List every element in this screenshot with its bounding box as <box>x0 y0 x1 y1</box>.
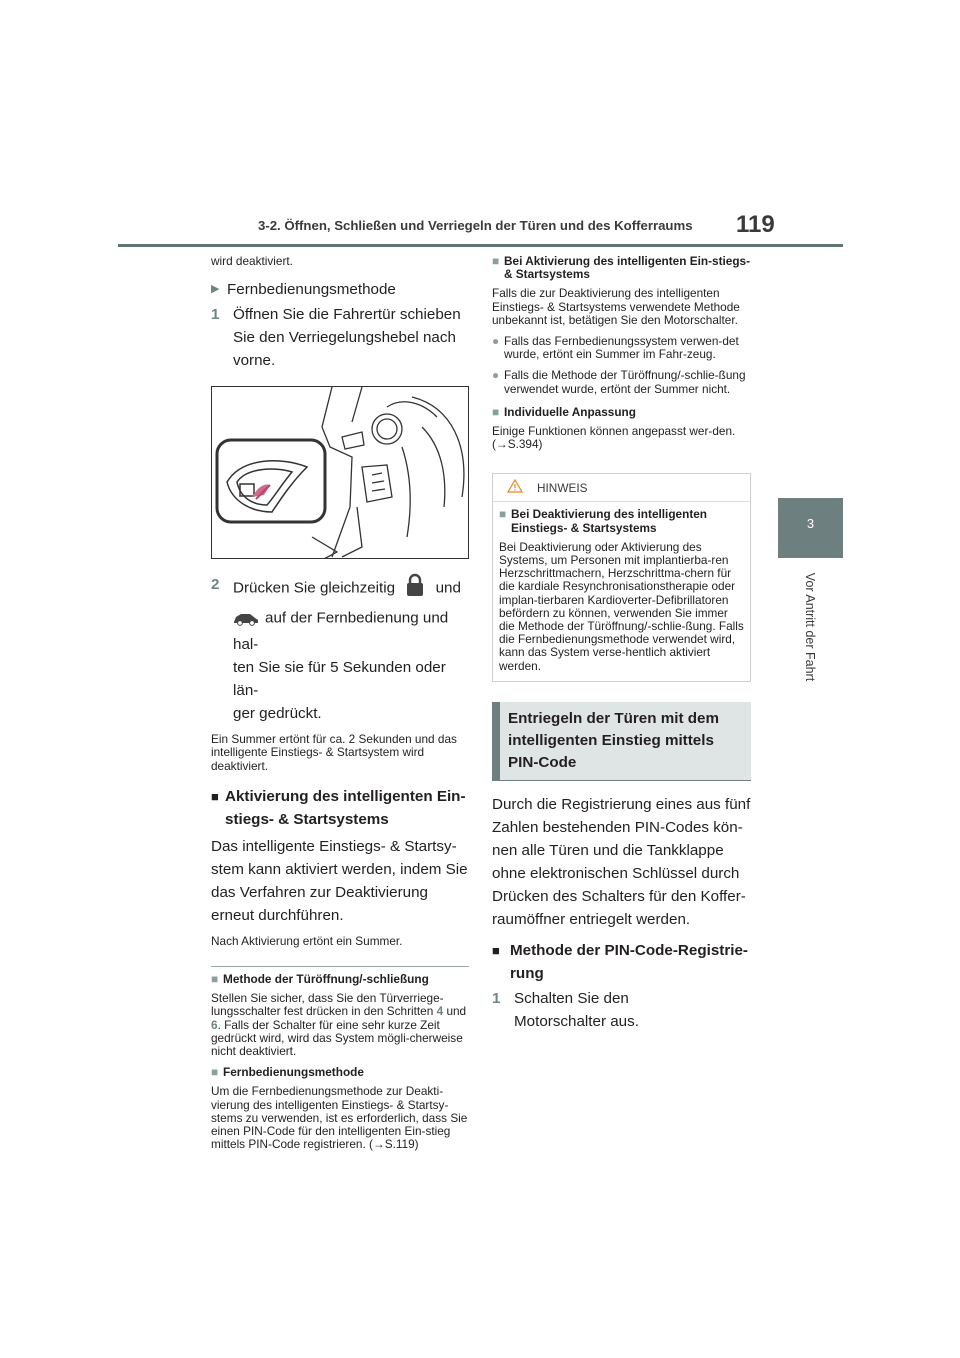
custom-heading: Individuelle Anpassung <box>504 404 636 419</box>
step-ref-6: 6 <box>211 1017 218 1032</box>
custom-text: Einige Funktionen können angepasst wer-den. (→S.394) <box>492 424 736 452</box>
round-bullet-icon: ● <box>492 334 500 349</box>
door-method-text-b: und <box>446 1004 467 1019</box>
step-1 <box>211 303 469 372</box>
page-number: 119 <box>736 211 775 238</box>
notice-heading: Bei Deaktivierung des intelligenten Einstiegs- & Startsystems <box>511 507 708 535</box>
step-2-text-b: und <box>435 579 461 597</box>
square-bullet-icon: ■ <box>492 942 500 958</box>
bullet-1 <box>492 335 751 361</box>
bullet-2 <box>492 369 751 395</box>
activation-note-heading-row <box>492 255 751 281</box>
step-2-note: Ein Summer ertönt für ca. 2 Sekunden und das intelligente Einstiegs- & Startsystem wird deaktiviert. <box>211 732 457 773</box>
notice-box <box>492 473 751 681</box>
left-column <box>211 255 469 1151</box>
door-method-heading-row <box>211 973 469 986</box>
car-icon <box>233 610 259 633</box>
chapter-title: 3-2. Öffnen, Schließen und Verriegeln der Türen und des Kofferraums <box>258 218 693 233</box>
notice-body <box>493 502 750 672</box>
pin-step-1-text: Schalten Sie den Motorschalter aus. <box>514 989 639 1030</box>
pin-heading-row <box>492 939 751 985</box>
notice-text: Bei Deaktivierung oder Aktivierung des Systems, um Personen mit implantierba-ren Herzschrittmachern, Herzschrittma-chern für die kardiale Resynchronisationstherapie oder implan-tierbaren Kardioverter-Defibrillatoren befördern zu können, verwenden Sie immer die Methode der Türöffnung/-schlie-ßung. Falls die Fernbedienungsmethode verwendet wird, kann das System verse-hentlich aktiviert werden. <box>499 539 744 673</box>
step-1-number: 1 <box>211 306 220 324</box>
activation-note: Nach Aktivierung ertönt ein Summer. <box>211 933 403 948</box>
round-bullet-icon: ● <box>492 368 500 383</box>
door-method-text-a: Stellen Sie sicher, dass Sie den Türverriege-lungsschalter fest drücken in den Schritten <box>211 991 444 1019</box>
chapter-side-label: Vor Antritt der Fahrt <box>803 572 818 682</box>
door-lock-illustration <box>211 386 469 559</box>
step-2-text-e: ger gedrückt. <box>233 705 322 723</box>
step-ref-4: 4 <box>436 1004 444 1019</box>
step-2-text-c: auf der Fernbedienung und hal- <box>233 609 449 654</box>
step-2-number: 2 <box>211 576 220 594</box>
section-title: Entriegeln der Türen mit dem intelligenten Einstieg mittels PIN-Code <box>492 702 751 781</box>
intro-text: wird deaktiviert. <box>211 254 293 268</box>
square-bullet-icon: ■ <box>499 507 507 522</box>
step-1-text: Öffnen Sie die Fahrertür schieben Sie den Verriegelungshebel nach vorne. <box>233 306 461 370</box>
step-2 <box>211 573 469 725</box>
remote-heading-row <box>211 1066 469 1079</box>
square-bullet-icon: ■ <box>492 404 500 419</box>
square-bullet-icon: ■ <box>211 972 219 987</box>
lock-icon <box>405 573 425 604</box>
custom-heading-row <box>492 406 751 419</box>
section-text: Durch die Registrierung eines aus fünf Zahlen bestehenden PIN-Codes kön-nen alle Türen und die Tankklappe ohne elektronischen Schlüssel durch Drücken des Schalters für den Koffer-raumöffner entriegelt werden. <box>492 795 751 928</box>
method-heading: Fernbedienungsmethode <box>227 281 396 299</box>
right-column <box>492 255 751 1033</box>
door-method-text <box>211 992 469 1058</box>
activation-heading: Aktivierung des intelligenten Ein-stiegs- & Startsystems <box>225 787 466 828</box>
warning-triangle-icon <box>507 479 523 496</box>
step-2-text-a: Drücken Sie gleichzeitig <box>233 579 396 597</box>
activation-note-text: Falls die zur Deaktivierung des intelligenten Einstiegs- & Startsystems verwendete Methode unbekannt ist, betätigen Sie den Motorschalter. <box>492 286 740 327</box>
door-interior-drawing <box>212 387 469 559</box>
square-bullet-icon: ■ <box>492 254 500 268</box>
bullet-2-text: Falls die Methode der Türöffnung/-schlie-ßung verwendet wurde, ertönt der Summer nicht. <box>504 368 746 396</box>
chapter-tab <box>778 498 843 558</box>
pin-step-1 <box>492 987 751 1033</box>
activation-text: Das intelligente Einstiegs- & Startsy-stem kann aktiviert werden, indem Sie das Verfahren zur Deaktivierung erneut durchführen. <box>211 837 468 924</box>
arrow-right-icon: ▶ <box>211 283 220 296</box>
section-divider <box>211 966 469 967</box>
method-heading-row <box>211 278 469 301</box>
chapter-tab-number: 3 <box>806 516 815 531</box>
notice-header <box>493 474 750 502</box>
step-2-text-d: ten Sie sie für 5 Sekunden oder län- <box>233 659 446 700</box>
door-method-heading: Methode der Türöffnung/-schließung <box>223 972 429 987</box>
notice-label: HINWEIS <box>537 480 588 495</box>
activation-heading-row <box>211 785 469 831</box>
pin-step-1-number: 1 <box>492 989 501 1007</box>
remote-text: Um die Fernbedienungsmethode zur Deakti-vierung des intelligenten Einstiegs- & Startsy-stems zu verwenden, ist es erforderlich, dass Sie einen PIN-Code für den intelligenten Ein-stieg mittels PIN-Code registrieren. (→S.119) <box>211 1084 468 1152</box>
square-bullet-icon: ■ <box>211 1065 219 1080</box>
bullet-1-text: Falls das Fernbedienungssystem verwen-det wurde, ertönt ein Summer im Fahr-zeug. <box>504 334 739 362</box>
chapter-side-label-wrap <box>768 567 853 687</box>
pin-heading: Methode der PIN-Code-Registrie-rung <box>510 941 748 982</box>
activation-note-heading: Bei Aktivierung des intelligenten Ein-stiegs- & Startsystems <box>504 254 751 282</box>
door-method-text-c: . Falls der Schalter für eine sehr kurze Zeit gedrückt wird, wird das System mögli-cherweise nicht deaktiviert. <box>211 1017 463 1059</box>
header-rule <box>118 244 843 247</box>
notice-heading-row <box>499 508 744 534</box>
square-bullet-icon: ■ <box>211 788 219 804</box>
remote-heading: Fernbedienungsmethode <box>223 1065 364 1080</box>
